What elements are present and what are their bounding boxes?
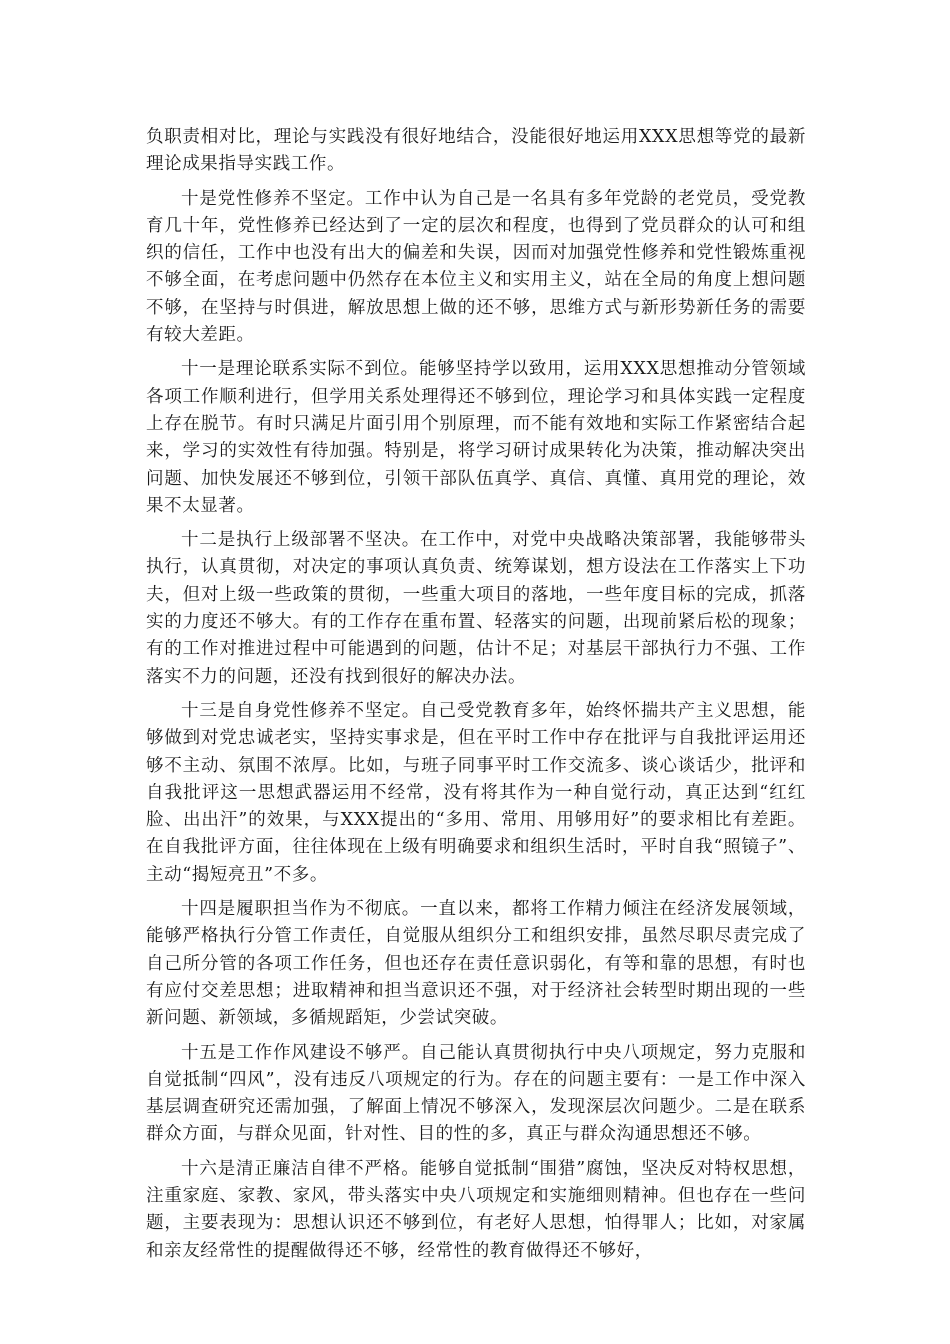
paragraph-item-16: 十六是清正廉洁自律不严格。能够自觉抵制“围猎”腐蚀，坚决反对特权思想，注重家庭、家教、家风，带头落实中央八项规定和实施细则精神。但也存在一些问题，主要表现为：思想认识还不够到位，有老好人思想，怕得罪人；比如，对家属和亲友经常性的提醒做得还不够，经常性的教育做得还不够好，	[146, 1158, 806, 1261]
paragraph-item-15: 十五是工作作风建设不够严。自己能认真贯彻执行中央八项规定，努力克服和自觉抵制“四风”，没有违反八项规定的行为。存在的问题主要有：一是工作中深入基层调查研究还需加强，了解面上情况不够深入，发现深层次问题少。二是在联系群众方面，与群众见面，针对性、目的性的多，真正与群众沟通思想还不够。	[146, 1042, 806, 1145]
document-body	[146, 124, 806, 1272]
paragraph-item-12: 十二是执行上级部署不坚决。在工作中，对党中央战略决策部署，我能够带头执行，认真贯彻，对决定的事项认真负责、统筹谋划，想方设法在工作落实上下功夫，但对上级一些政策的贯彻，一些重大项目的落地，一些年度目标的完成，抓落实的力度还不够大。有的工作存在重布置、轻落实的问题，出现前紧后松的现象；有的工作对推进过程中可能遇到的问题，估计不足；对基层干部执行力不强、工作落实不力的问题，还没有找到很好的解决办法。	[146, 530, 806, 687]
paragraph-item-14: 十四是履职担当作为不彻底。一直以来，都将工作精力倾注在经济发展领域，能够严格执行分管工作责任，自觉服从组织分工和组织安排，虽然尽职尽责完成了自己所分管的各项工作任务，但也还存在责任意识弱化，有等和靠的思想，有时也有应付交差思想；进取精神和担当意识还不强，对于经济社会转型时期出现的一些新问题、新领域，多循规蹈矩，少尝试突破。	[146, 899, 806, 1029]
paragraph-item-10: 十是党性修养不坚定。工作中认为自己是一名具有多年党龄的老党员，受党教育几十年，党性修养已经达到了一定的层次和程度，也得到了党员群众的认可和组织的信任，工作中也没有出大的偏差和失误，因而对加强党性修养和党性锻炼重视不够全面，在考虑问题中仍然存在本位主义和实用主义，站在全局的角度上想问题不够，在坚持与时俱进，解放思想上做的还不够，思维方式与新形势新任务的需要有较大差距。	[146, 188, 806, 346]
paragraph-continuation: 负职责相对比，理论与实践没有很好地结合，没能很好地运用XXX思想等党的最新理论成果指导实践工作。	[146, 127, 806, 175]
paragraph-item-13: 十三是自身党性修养不坚定。自己受党教育多年，始终怀揣共产主义思想，能够做到对党忠诚老实，坚持实事求是，但在平时工作中存在批评与自我批评运用还够不主动、氛围不浓厚。比如，与班子同事平时工作交流多、谈心谈话少，批评和自我批评这一思想武器运用不经常，没有将其作为一种自觉行动，真正达到“红红脸、出出汗”的效果，与XXX提出的“多用、常用、用够用好”的要求相比有差距。在自我批评方面，往往体现在上级有明确要求和组织生活时，平时自我“照镜子”、主动“揭短亮丑”不多。	[146, 700, 806, 885]
paragraph-item-11: 十一是理论联系实际不到位。能够坚持学以致用，运用XXX思想推动分管领域各项工作顺利进行，但学用关系处理得还不够到位，理论学习和具体实践一定程度上存在脱节。有时只满足片面引用个别原理，而不能有效地和实际工作紧密结合起来，学习的实效性有待加强。特别是，将学习研讨成果转化为决策，推动解决突出问题、加快发展还不够到位，引领干部队伍真学、真信、真懂、真用党的理论，效果不太显著。	[146, 359, 806, 516]
